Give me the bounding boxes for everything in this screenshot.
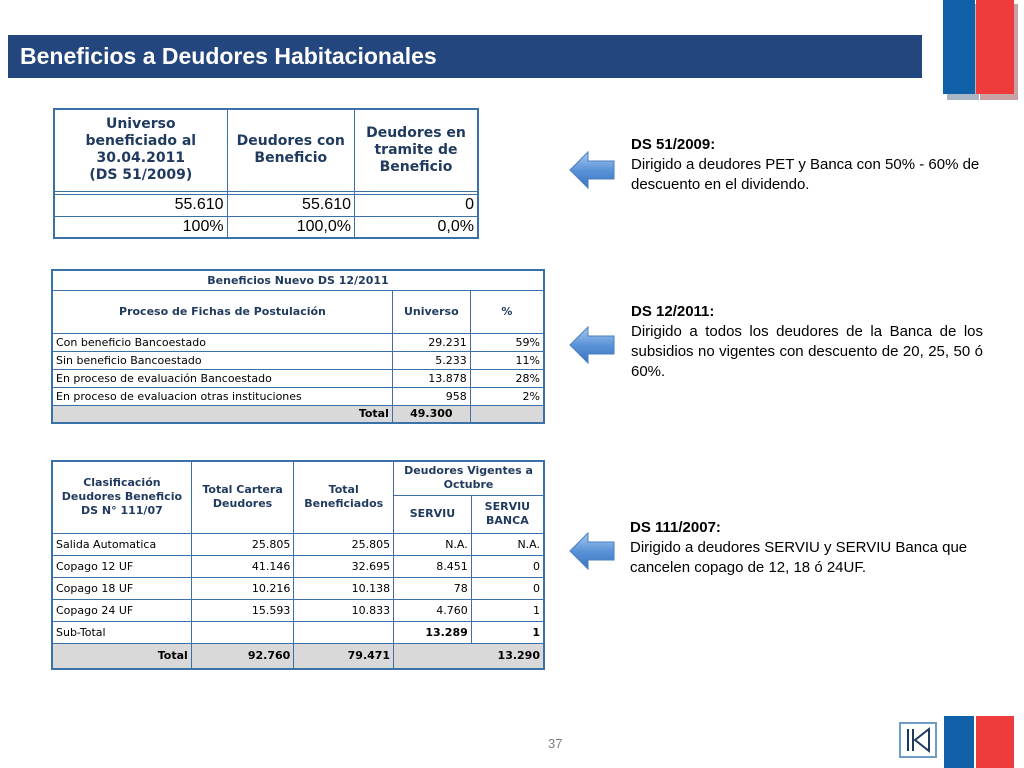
flag-stripe-blue-bottom	[944, 716, 974, 768]
table-row: 100% 100,0% 0,0%	[54, 216, 478, 238]
slide-nav-button[interactable]	[899, 722, 937, 758]
header-universo: Universo	[392, 290, 470, 333]
flag-stripe-red-bottom	[976, 716, 1014, 768]
left-arrow-icon	[568, 325, 616, 365]
header-total-beneficiados: Total Beneficiados	[294, 461, 394, 533]
ds111-table	[51, 460, 545, 670]
header-deudores-con-beneficio: Deudores con Beneficio	[227, 109, 354, 191]
slide-title: Beneficios a Deudores Habitacionales	[8, 35, 922, 78]
table-caption: Beneficios Nuevo DS 12/2011	[52, 270, 544, 290]
description-ds12: DS 12/2011: Dirigido a todos los deudores de la Banca de los subsidios no vigentes con descuento de 20, 25, 50 ó 60%.	[631, 303, 983, 380]
table-row: Con beneficio Bancoestado 29.231 59%	[52, 333, 544, 351]
header-vigentes: Deudores Vigentes a Octubre	[394, 461, 544, 495]
header-deudores-en-tramite: Deudores en tramite de Beneficio	[354, 109, 478, 191]
table-row: En proceso de evaluacion otras instituciones 958 2%	[52, 387, 544, 405]
table-row: Salida Automatica 25.805 25.805 N.A. N.A.	[52, 533, 544, 555]
header-universo: Universo beneficiado al 30.04.2011 (DS 51/2009)	[54, 109, 227, 191]
ds51-table	[53, 108, 479, 239]
header-total-cartera: Total Cartera Deudores	[191, 461, 294, 533]
table-row: Copago 12 UF 41.146 32.695 8.451 0	[52, 555, 544, 577]
table-row: Copago 24 UF 15.593 10.833 4.760 1	[52, 599, 544, 621]
table-row: Copago 18 UF 10.216 10.138 78 0	[52, 577, 544, 599]
table-total-row: Total 92.760 79.471 13.290	[52, 643, 544, 669]
header-serviu-banca: SERVIU BANCA	[471, 495, 544, 533]
header-clasificacion: Clasificación Deudores Beneficio DS N° 111/07	[52, 461, 191, 533]
slide-nav-icon	[901, 724, 935, 756]
table-row: 55.610 55.610 0	[54, 194, 478, 216]
description-ds51: DS 51/2009: Dirigido a deudores PET y Banca con 50% - 60% de descuento en el dividendo.	[631, 136, 980, 193]
header-percent: %	[470, 290, 544, 333]
table-total-row: Total 49.300	[52, 405, 544, 423]
flag-stripe-red	[976, 0, 1014, 94]
page-number: 37	[548, 736, 563, 751]
table-subtotal-row: Sub-Total 13.289 1	[52, 621, 544, 643]
description-ds111: DS 111/2007: Dirigido a deudores SERVIU y SERVIU Banca que cancelen copago de 12, 18 ó 24UF.	[630, 519, 968, 576]
table-row: En proceso de evaluación Bancoestado 13.878 28%	[52, 369, 544, 387]
header-serviu: SERVIU	[394, 495, 472, 533]
header-proceso: Proceso de Fichas de Postulación	[52, 290, 392, 333]
flag-stripe-blue	[943, 0, 975, 94]
left-arrow-icon	[568, 150, 616, 190]
left-arrow-icon	[568, 531, 616, 571]
table-row: Sin beneficio Bancoestado 5.233 11%	[52, 351, 544, 369]
ds12-table	[51, 269, 545, 424]
